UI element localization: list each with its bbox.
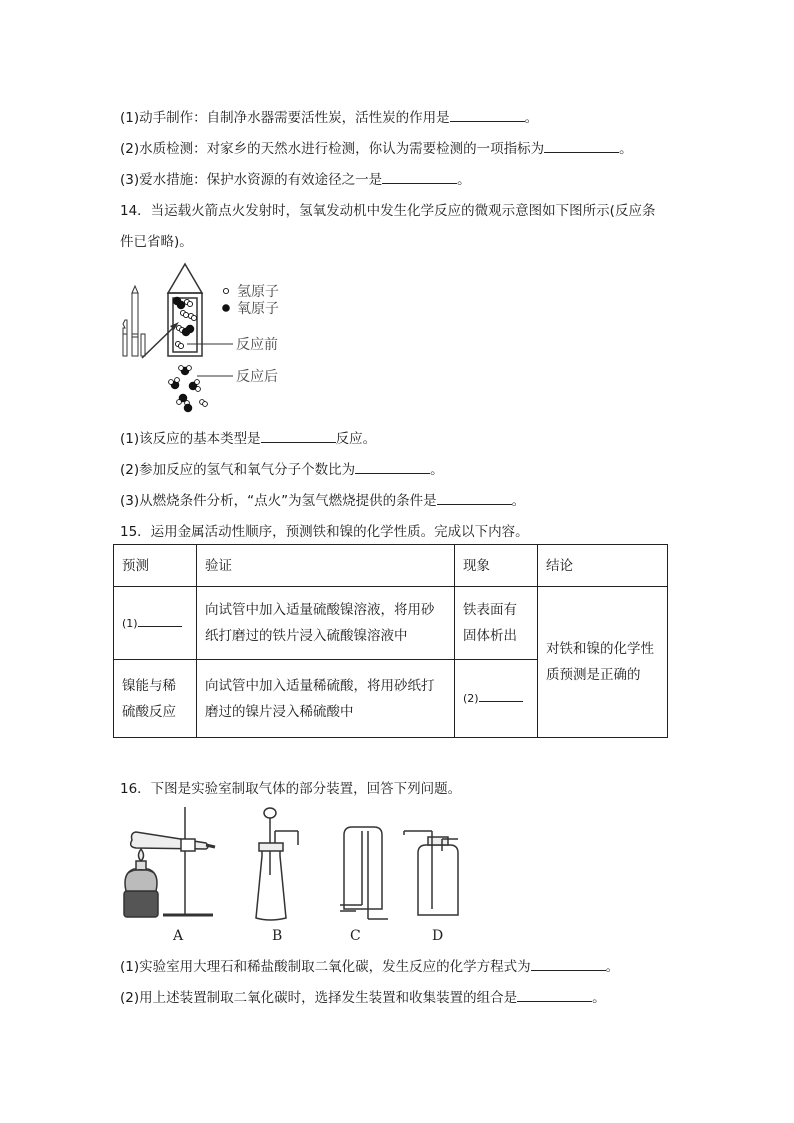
oxygen-atom-legend-icon [222,304,230,312]
q15-stem: 15．运用金属活动性顺序，预测铁和镍的化学性质。完成以下内容。 [120,524,529,540]
q13-item-2: (2)水质检测：对家乡的天然水进行检测，你认为需要检测的一项指标为 。 [120,141,633,157]
large-rocket-icon [168,264,202,356]
q16-item-1: (1)实验室用大理石和稀盐酸制取二氧化碳，发生反应的化学方程式为 。 [120,959,620,975]
header-prediction: 预测 [114,545,197,587]
answer-blank[interactable] [138,614,182,627]
label-after-reaction: 反应后 [236,369,278,385]
apparatus-a-heating-setup [124,807,215,917]
molecules-after-reaction [169,366,208,412]
lab-apparatus-diagram [118,803,468,946]
label-apparatus-c: C [350,928,361,944]
answer-blank[interactable] [437,492,512,505]
header-conclusion: 结论 [538,545,668,587]
row2-prediction: 镍能与稀 硫酸反应 [114,660,197,738]
apparatus-d-gas-bottle [404,831,458,915]
conclusion-cell: 对铁和镍的化学性 质预测是正确的 [538,587,668,738]
apparatus-b-conical-flask [256,808,298,920]
q14-item-1: (1)该反应的基本类型是 反应。 [120,431,377,447]
row1-prediction: (1) [114,587,197,660]
q13-item-3: (3)爱水措施：保护水资源的有效途径之一是 。 [120,172,471,188]
q14-item-3: (3)从燃烧条件分析，“点火”为氢气燃烧提供的条件是 。 [120,493,526,509]
table-row [114,587,668,660]
label-apparatus-b: B [272,928,283,944]
answer-blank[interactable] [517,989,592,1002]
q14-stem-line-1: 14．当运载火箭点火发射时，氢氧发动机中发生化学反应的微观示意图如下图所示(反应条 [120,203,656,219]
rocket-reaction-diagram [115,258,295,416]
apparatus-c-gas-bottle [340,827,388,919]
label-apparatus-d: D [432,928,444,944]
header-phenomenon: 现象 [455,545,538,587]
q15-table [113,544,668,738]
row2-verification: 向试管中加入适量稀硫酸，将用砂纸打 磨过的镍片浸入稀硫酸中 [197,660,455,738]
legend-hydrogen-label: 氢原子 [237,284,279,300]
molecules-before-reaction [173,297,196,348]
answer-blank[interactable] [261,430,336,443]
q14-stem-line-2: 件已省略)。 [120,234,193,250]
answer-blank[interactable] [355,461,430,474]
hydrogen-atom-legend-icon [223,288,228,293]
answer-blank[interactable] [382,171,457,184]
legend-oxygen-label: 氧原子 [237,301,279,317]
q13-item-1: (1)动手制作：自制净水器需要活性炭，活性炭的作用是 。 [120,110,539,126]
q16-item-2: (2)用上述装置制取二氧化碳时，选择发生装置和收集装置的组合是 。 [120,990,606,1006]
q16-stem: 16．下图是实验室制取气体的部分装置，回答下列问题。 [120,781,462,797]
q14-item-2: (2)参加反应的氢气和氧气分子个数比为 。 [120,462,444,478]
row1-phenomenon: 铁表面有 固体析出 [455,587,538,660]
row2-phenomenon: (2) [455,660,538,738]
row1-verification: 向试管中加入适量硫酸镍溶液，将用砂 纸打磨过的铁片浸入硫酸镍溶液中 [197,587,455,660]
answer-blank[interactable] [450,109,525,122]
header-verification: 验证 [197,545,455,587]
answer-blank[interactable] [479,689,523,702]
table-header-row [114,545,668,587]
label-before-reaction: 反应前 [236,337,278,353]
answer-blank[interactable] [531,958,606,971]
label-apparatus-a: A [173,928,184,944]
small-rocket-icon [123,286,145,356]
answer-blank[interactable] [544,140,619,153]
